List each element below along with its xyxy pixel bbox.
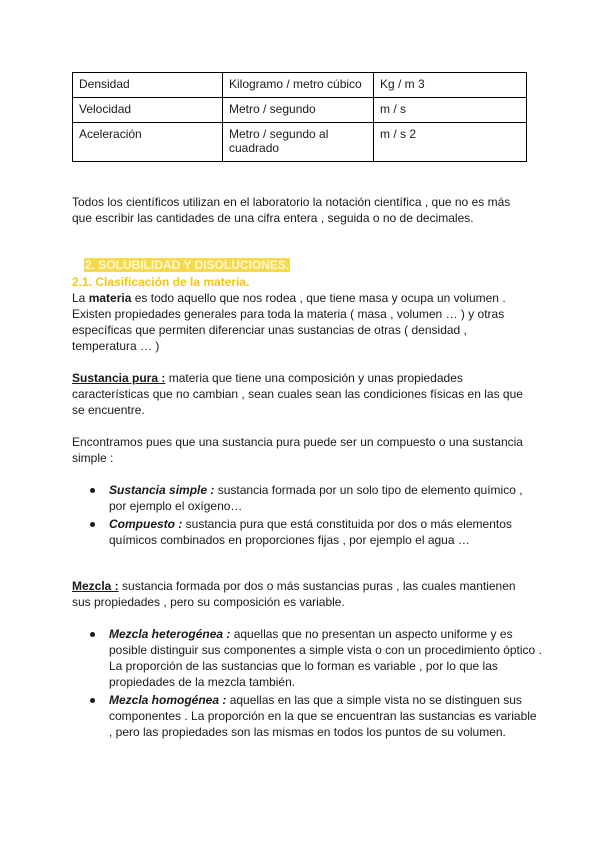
mezcla-term: Mezcla : <box>72 579 119 593</box>
table-cell: Metro / segundo al cuadrado <box>223 123 374 162</box>
materia-term: materia <box>88 291 132 305</box>
sustancia-types-list <box>72 482 542 550</box>
table-row <box>73 123 527 162</box>
table-cell: m / s <box>374 98 527 123</box>
list-item-term: Mezcla heterogénea : <box>109 627 231 641</box>
materia-paragraph <box>72 290 532 354</box>
table-cell: Aceleración <box>73 123 223 162</box>
bullet-icon <box>90 632 95 637</box>
list-item-term: Sustancia simple : <box>109 483 215 497</box>
compuesto-intro-paragraph: Encontramos pues que una sustancia pura puede ser un compuesto o una sustancia simple : <box>72 435 523 465</box>
table-cell: m / s 2 <box>374 123 527 162</box>
table-cell: Kg / m 3 <box>374 73 527 98</box>
materia-prefix: La <box>72 291 89 305</box>
list-item-text: sustancia pura que está constituida por dos o más elementos químicos combinados en proporciones fijas , por ejemplo el agua … <box>109 517 512 547</box>
bullet-icon <box>90 698 95 703</box>
list-item-text: sustancia formada por un solo tipo de elemento químico , por ejemplo el oxígeno… <box>109 483 523 513</box>
subsection-heading: 2.1. Clasificación de la materia. <box>72 275 250 289</box>
table-row <box>73 98 527 123</box>
scientific-notation-paragraph: Todos los científicos utilizan en el laboratorio la notación científica , que no es más que escribir las cantidades de una cifra entera , seguida o no de decimales. <box>72 195 511 225</box>
materia-text: es todo aquello que nos rodea , que tiene masa y ocupa un volumen . Existen propiedades generales para toda la materia ( masa , volumen … ) y otras específicas que permiten diferenciar unas sustancias de otras ( densidad , temperatura … ) <box>72 291 506 353</box>
mezcla-types-list <box>72 626 542 742</box>
mezcla-text: sustancia formada por dos o más sustancias puras , las cuales mantienen sus propiedades , pero su composición es variable. <box>72 579 516 609</box>
list-item <box>72 626 542 690</box>
section-heading <box>84 258 290 272</box>
list-item-text: aquellas que no presentan un aspecto uniforme y es posible distinguir sus componentes a simple vista o con un procedimiento óptico . La proporción de las sustancias que lo forman es variable , por lo que las propiedades de la mezcla también. <box>109 627 542 689</box>
list-item <box>72 482 542 514</box>
sustancia-pura-term: Sustancia pura : <box>72 371 166 385</box>
table-row <box>73 73 527 98</box>
mezcla-paragraph <box>72 578 532 610</box>
sustancia-pura-paragraph <box>72 370 532 418</box>
bullet-icon <box>90 488 95 493</box>
table-cell: Kilogramo / metro cúbico <box>223 73 374 98</box>
bullet-icon <box>90 522 95 527</box>
list-item <box>72 516 542 548</box>
list-item-term: Compuesto : <box>109 517 183 531</box>
table-cell: Metro / segundo <box>223 98 374 123</box>
table-cell: Densidad <box>73 73 223 98</box>
list-item <box>72 692 542 740</box>
sustancia-pura-text: materia que tiene una composición y unas propiedades características que no cambian , sean cuales sean las condiciones físicas en las que se encuentre. <box>72 371 523 417</box>
list-item-term: Mezcla homogénea : <box>109 693 227 707</box>
list-item-text: aquellas en las que a simple vista no se distinguen sus componentes . La proporción en la que se encuentran las sustancias es variable , pero las propiedades son las mismas en todos los puntos de su volumen. <box>109 693 537 739</box>
units-table <box>72 72 527 162</box>
table-cell: Velocidad <box>73 98 223 123</box>
section-heading-text: 2. SOLUBILIDAD Y DISOLUCIONES. <box>85 258 290 272</box>
